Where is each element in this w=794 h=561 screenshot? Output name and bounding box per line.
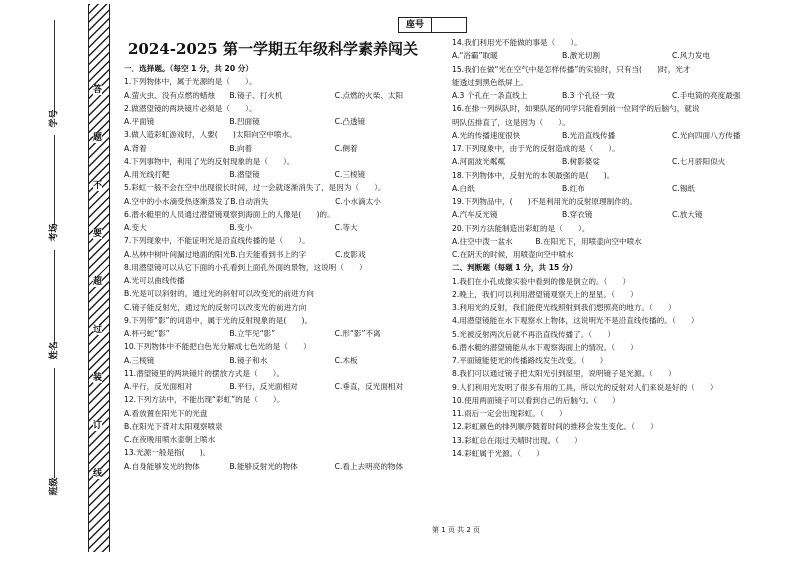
question-text: A.往空中泼一盆水 B.在阳光下，用喷壶向空中喷水 — [452, 236, 642, 246]
question-text: 11.潜望镜里的两块镜片的摆放方式是（ ）。 — [124, 368, 285, 378]
student-id-line — [54, 20, 55, 115]
question-text: 1.我们在小孔成像实验中看到的像是倒立的。（ ） — [452, 276, 631, 286]
option: A.三棱镜 — [124, 355, 155, 365]
option: C.垂直，反光面相对 — [334, 382, 404, 391]
option: C.点燃的火柴、太阳 — [334, 90, 404, 100]
option-row — [124, 248, 440, 261]
option: C.等大 — [334, 223, 358, 232]
binding-char: 题 — [93, 133, 103, 143]
option: A.3 个孔在一条直线上 — [452, 91, 528, 100]
binding-char: 超 — [93, 277, 103, 287]
option-row — [124, 89, 440, 102]
option-row — [124, 142, 440, 155]
binding-char: 线 — [93, 469, 103, 479]
option: B.平行，反光面相对 — [229, 382, 298, 391]
seat-number-field[interactable] — [432, 18, 466, 32]
option: B.立竿见“影” — [229, 329, 276, 338]
exam-title: 2024-2025 第一学期五年级科学素养闯关 — [128, 40, 418, 58]
binding-char: 要 — [93, 229, 103, 239]
question-text: 9.人们利用光发明了很多有用的工具，所以光的反射对人们来说是好的（ ） — [452, 382, 718, 392]
option-row — [124, 460, 440, 473]
option: A.自身能够发光的物体 — [124, 461, 200, 471]
option: C.凸透镜 — [334, 117, 366, 126]
option: B.镜子、打火机 — [229, 90, 283, 100]
option: B.向着 — [229, 143, 253, 153]
question-text: 14.彩虹属于光源。（ ） — [452, 448, 544, 458]
class-line — [54, 368, 55, 478]
question-text: 2.晚上，我们可以利用潜望镜观察天上的星星。（ ） — [452, 289, 638, 299]
question-text: 11.雨后一定会出现彩虹。（ ） — [452, 409, 567, 418]
class-label: 班级 — [49, 477, 60, 496]
option-row — [452, 129, 782, 142]
option: A.平面镜 — [124, 117, 155, 126]
section-heading: 二、判断题（每题 1 分，共 15 分） — [452, 263, 578, 273]
binding-margin — [0, 0, 98, 561]
option: B.光沿直线传播 — [562, 130, 616, 140]
option: A.杯弓蛇“影” — [124, 329, 170, 338]
question-text: 5.彩虹一般不会在空中出现很长时间，过一会就逐渐消失了，是因为（ ）。 — [124, 183, 386, 193]
question-text: 4.用潜望镜能在水下观察水上物体，这说明光不是沿直线传播的。（ ） — [452, 316, 699, 326]
option: A.光的传播速度很快 — [452, 130, 521, 140]
option: B.凹面镜 — [229, 117, 260, 126]
option: B.穿衣镜 — [562, 210, 593, 220]
question-text: 能透过到黑色纸屏上。 — [452, 77, 528, 87]
seat-number-box — [398, 17, 467, 33]
option: C.三棱镜 — [334, 170, 366, 179]
student-id-label: 学号 — [49, 109, 60, 128]
option: B.白天能看到书上的字 — [230, 249, 307, 259]
option-row — [452, 208, 782, 221]
question-text: 7.下列现象中，不能证明光是沿直线传播的是（ ）。 — [124, 236, 310, 246]
option: C.小水滴太小 — [335, 196, 381, 206]
name-line — [54, 250, 55, 345]
option-row — [124, 195, 440, 208]
question-text: C.在夜晚用喷水壶朝上喷水 — [124, 435, 216, 444]
option: C.光向四面八方传播 — [672, 130, 741, 140]
question-text: 16.在排一列纵队时，如果队尾的同学只能看到前一位同学的后脑勺，就说 — [452, 104, 700, 114]
option: C.木板 — [334, 355, 358, 365]
option: A.背着 — [124, 143, 147, 153]
option-row — [124, 115, 440, 128]
question-text: 10.使用两面镜子可以看到自己的后脑勺。（ ） — [452, 395, 620, 405]
question-text: 13.光源一般是指( )。 — [124, 448, 211, 458]
question-text: 8.用潜望镜可以从它下面的小孔看到上面孔外面的景物，这说明（ ） — [124, 262, 367, 272]
option: B.3 个孔径一致 — [562, 91, 615, 100]
section-heading: 一．选择题。（每空 1 分，共 20 分） — [124, 64, 253, 73]
option-row — [452, 182, 782, 195]
option-row — [124, 380, 440, 393]
question-text: 13.彩虹总在雨过天晴时出现。（ ） — [452, 435, 582, 445]
option: B.镜子和水 — [229, 355, 268, 365]
option: B.变小 — [229, 223, 253, 232]
question-text: A.光可以曲线传播 — [124, 276, 185, 285]
option: C.锡纸 — [672, 183, 695, 193]
option: A.汽车反光镜 — [452, 210, 498, 220]
question-text: A.看放置在阳光下的光盘 — [124, 408, 208, 418]
option: B.红布 — [562, 183, 585, 193]
option: A.用光线打靶 — [124, 170, 170, 179]
question-text: 8.我们可以通过镜子把太阳光引到屋里，说明镜子是光源。（ ） — [452, 369, 676, 379]
question-text: 6.潜水艇里的人员通过潜望镜观察到海面上的人像是( )的。 — [124, 209, 335, 219]
right-column — [452, 36, 782, 460]
option: B.潜望镜 — [229, 170, 260, 179]
question-text: 2.做潜望镜的两块镜片必须是（ ）。 — [124, 103, 257, 113]
left-column — [124, 62, 440, 473]
option-row — [452, 155, 782, 168]
option-row — [124, 168, 440, 181]
binding-char: 过 — [93, 325, 103, 335]
option: A.萤火虫、没有点燃的蜡烛 — [124, 90, 216, 100]
question-text: 18.下列物体中，反射光的本领最强的是( )。 — [452, 170, 615, 180]
question-text: 3.利用光的反射，我们能使光线照射到我们想照亮的地方。（ ） — [452, 303, 676, 312]
question-text: 10.下列物体中不能把白色光分解成七色光的是（ ） — [124, 342, 311, 352]
option: C.形“影”不离 — [334, 329, 381, 338]
question-text: 3.做人造彩虹游戏时，人要( )太阳向空中喷水。 — [124, 130, 297, 140]
option: B.能够反射光的物体 — [229, 461, 298, 471]
question-text: 明队伍排直了，这是因为（ ）。 — [452, 117, 570, 127]
page-footer: 第 1 页 共 2 页 — [432, 526, 481, 534]
seat-number-label: 座号 — [399, 18, 432, 32]
option: B.自动消失 — [230, 196, 269, 206]
option: A.空中的小水滴受热逐渐蒸发了 — [124, 196, 231, 206]
question-text: 4.下列事物中，利用了光的反射现象的是（ ）。 — [124, 156, 295, 166]
option: C.侧着 — [334, 143, 358, 153]
binding-char: 不 — [93, 181, 103, 191]
binding-char: 装 — [93, 373, 103, 383]
question-text: 6.潜水艇的潜望镜能从水下观察海面上的情况。（ ） — [452, 342, 638, 352]
question-text: 15.我们在做“光在空气中是怎样传播”的实验时，只有当( )时，光才 — [452, 64, 691, 74]
question-text: 7.平面镜能使光的传播路线发生改变。（ ） — [452, 356, 608, 365]
option: C.皮影戏 — [335, 249, 366, 259]
question-text: 5.光被反射两次后就不再沿直线传播了。（ ） — [452, 329, 615, 339]
option: B.树影婆娑 — [562, 157, 600, 167]
option: C.看上去明亮的物体 — [334, 461, 404, 471]
option: A.丛林中树叶间漏过地面的阳光 — [124, 249, 231, 259]
option: C.放大镜 — [672, 210, 703, 220]
question-text: B.光是可以斜射的，通过光的斜射可以改变光的前进方向 — [124, 289, 314, 299]
question-text: 9.下列带“影”的词语中，属于光的反射现象的是( )。 — [124, 315, 313, 325]
question-text: C.在阴天的时候，用喷壶向空中喷水 — [452, 250, 574, 259]
option: C.手电筒的亮度最强 — [672, 91, 741, 100]
question-text: 12.彩虹颜色的排列顺序随着时间的推移会发生变化。（ ） — [452, 422, 658, 432]
option-row — [124, 354, 440, 367]
question-text: 14.我们利用光不能做的事是（ ）。 — [452, 38, 582, 47]
option: A.白纸 — [452, 183, 475, 193]
option: A.“浴霸”取暖 — [452, 51, 498, 61]
exam-room-line — [54, 135, 55, 225]
question-text: C.镜子能反射光，通过光的反射可以改变光的前进方向 — [124, 302, 307, 312]
exam-room-label: 考场 — [49, 223, 60, 242]
option: A.平行，反光面相对 — [124, 382, 193, 391]
option-row — [124, 327, 440, 340]
binding-char: 订 — [93, 421, 103, 431]
question-text: 17.下列现象中，由于光的反射造成的是（ ）。 — [452, 144, 620, 153]
question-text: 1.下列物体中，属于光源的是（ ）。 — [124, 77, 257, 87]
option: C.七月骄阳似火 — [672, 157, 726, 167]
option: C.风力发电 — [672, 51, 711, 61]
option-row — [124, 221, 440, 234]
option: A.变大 — [124, 223, 147, 232]
question-text: 19.下列物品中，( )不是利用光的反射原理制作的。 — [452, 197, 638, 206]
name-label: 姓名 — [49, 341, 60, 360]
option-row — [452, 89, 782, 102]
option: B.激光切割 — [562, 51, 600, 61]
binding-char: 答 — [93, 85, 103, 95]
option: A.河面波光粼粼 — [452, 157, 506, 167]
option-row — [452, 49, 782, 62]
question-text: 12.下列方法中，不能出现“彩虹”的是（ ）。 — [124, 395, 285, 405]
question-text: B.在阳光下背对太阳观察喷泉 — [124, 421, 223, 431]
question-text: 20.下列方法能制造出彩虹的是（ ）。 — [452, 223, 590, 233]
